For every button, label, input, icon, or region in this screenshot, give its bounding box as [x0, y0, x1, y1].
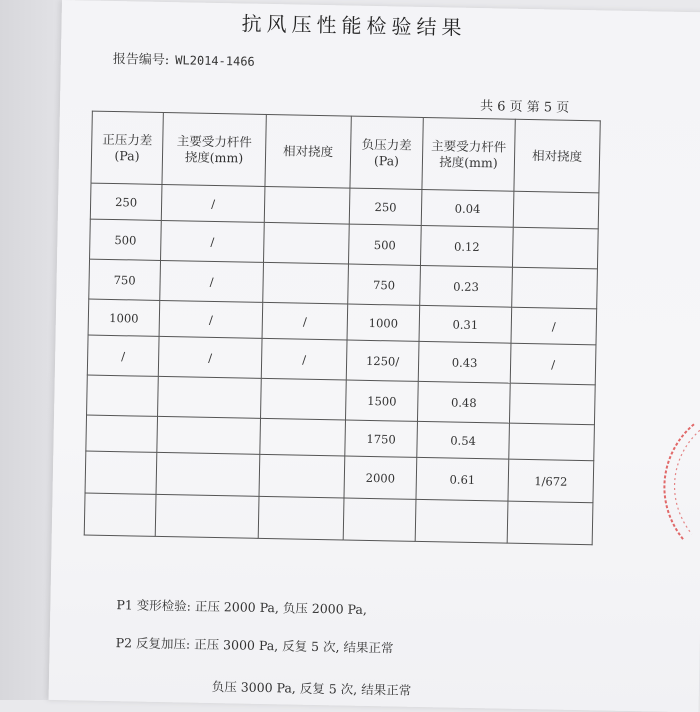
table-cell: 1000 [347, 304, 420, 341]
document-page [49, 0, 700, 712]
table-cell: 1000 [88, 299, 160, 336]
note-p2: P2 反复加压: 正压 3000 Pa, 反复 5 次, 结果正常 [115, 635, 394, 656]
report-number-label: 报告编号: [112, 51, 170, 69]
table-cell: / [159, 300, 263, 338]
table-cell: 1/672 [508, 459, 594, 503]
header-relative-deflection: 相对挠度 [265, 114, 351, 188]
header-member-deflection: 主要受力杆件 挠度(mm) [162, 112, 266, 186]
table-cell [264, 186, 350, 224]
table-cell [87, 375, 159, 416]
table-cell: / [158, 336, 262, 378]
table-cell: / [87, 335, 159, 376]
red-seal-stamp [640, 421, 700, 542]
table-cell [158, 376, 262, 418]
table-cell: 1250/ [346, 340, 419, 381]
header-member-deflection-neg: 主要受力杆件 挠度(mm) [422, 117, 515, 191]
table-cell [85, 451, 157, 494]
table-cell: 0.48 [417, 381, 510, 423]
table-row [84, 493, 593, 545]
table-cell: 250 [90, 183, 162, 220]
table-cell [261, 378, 347, 420]
table-cell: 750 [89, 259, 161, 300]
results-table [84, 111, 601, 546]
table-cell: / [161, 184, 265, 222]
table-cell: 1750 [345, 420, 418, 457]
table-cell: / [511, 307, 597, 345]
table-cell: / [161, 220, 265, 262]
table-cell [343, 498, 416, 541]
page-counter: 共 6 页 第 5 页 [479, 99, 570, 116]
document-title: 抗风压性能检验结果 [241, 11, 467, 40]
table-cell [507, 501, 593, 545]
table-cell [415, 499, 508, 543]
table-cell: 0.31 [419, 305, 512, 343]
table-cell: 1500 [345, 380, 418, 421]
note-p1: P1 变形检验: 正压 2000 Pa, 负压 2000 Pa, [116, 597, 368, 617]
table-cell: 500 [348, 224, 421, 265]
table-cell: 2000 [344, 456, 417, 499]
table-cell: 0.54 [417, 421, 510, 459]
table-cell: 0.04 [421, 189, 514, 227]
table-cell [84, 493, 156, 536]
table-cell: 500 [90, 219, 162, 260]
report-number-value: WL2014-1466 [175, 53, 255, 69]
table-cell: 0.12 [420, 225, 513, 267]
table-cell [509, 383, 595, 425]
report-number [113, 48, 255, 70]
table-cell: / [510, 343, 596, 385]
table-cell: 0.43 [418, 341, 511, 383]
table-cell [86, 415, 158, 452]
note-p2-negative: 负压 3000 Pa, 反复 5 次, 结果正常 [211, 679, 412, 698]
table-cell [157, 416, 261, 454]
table-cell [258, 496, 344, 540]
table-cell: / [160, 260, 264, 302]
table-cell [263, 222, 349, 264]
table-cell [513, 191, 599, 229]
table-cell: 0.23 [420, 265, 513, 307]
header-negative-pressure: 负压力差 (Pa) [350, 116, 423, 189]
table-cell [512, 227, 598, 269]
table-cell: / [262, 302, 348, 340]
table-cell: 750 [348, 264, 421, 305]
table-cell: 250 [349, 188, 422, 225]
header-relative-deflection-neg: 相对挠度 [514, 119, 600, 193]
table-cell [259, 454, 345, 498]
header-positive-pressure: 正压力差 (Pa) [91, 111, 163, 184]
table-cell: 0.61 [416, 457, 509, 501]
table-cell [263, 262, 349, 304]
table-cell [260, 418, 346, 456]
table-cell [509, 423, 595, 461]
table-cell [156, 452, 260, 496]
table-header-row [91, 111, 600, 193]
table-cell [512, 267, 598, 309]
table-cell [155, 494, 259, 538]
table-cell: / [261, 338, 347, 380]
